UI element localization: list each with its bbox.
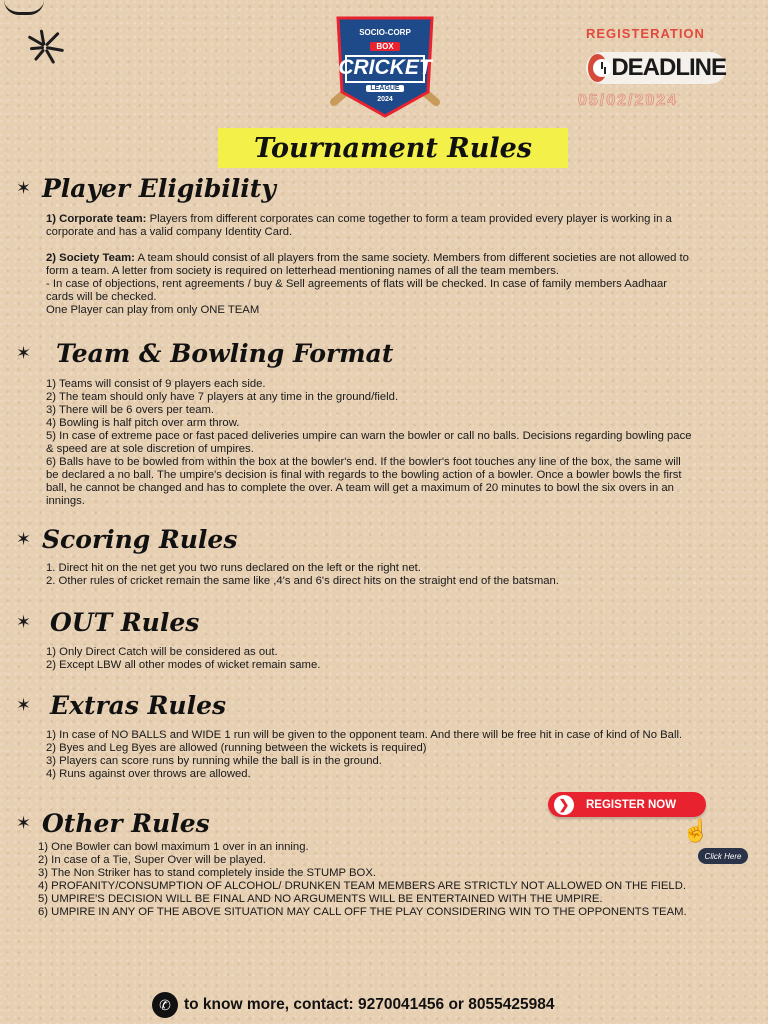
section-title: Extras Rules [50, 691, 227, 720]
contact-footer [152, 992, 554, 1018]
deadline-label: DEADLINE [611, 54, 726, 81]
list-item: 1) In case of NO BALLS and WIDE 1 run will be given to the opponent team. And there will be free hit in case of kind of No Ball. [46, 729, 683, 741]
list-item: 6) UMPIRE IN ANY OF THE ABOVE SITUATION MAY CALL OFF THE PLAY CONSIDERING WIN TO THE OPPONENTS TEAM. [38, 906, 687, 918]
list-item: 2) Except LBW all other modes of wicket remain same. [46, 659, 321, 671]
list-item: 2) In case of a Tie, Super Over will be played. [38, 854, 266, 866]
section-title: Team & Bowling Format [56, 339, 394, 368]
eligibility-objections: - In case of objections, rent agreements / buy & Sell agreements of flats will be checked. In case of family members Aadhaar cards will be checked. [46, 278, 668, 303]
registration-label: REGISTERATION [586, 26, 705, 41]
list-item: 5) In case of extreme pace or fast paced deliveries umpire can warn the bowler or call no balls. Decisions regarding bowling pace & speed are at sole discretion of umpires. [46, 430, 692, 455]
section-out-body [46, 646, 696, 672]
rule-text: A team should consist of all players from the same society. Members from different societies are not allowed to form a team. A letter from society is required on letterhead mentioning names of all the team members. [46, 252, 689, 277]
list-item: 1) Only Direct Catch will be considered as out. [46, 646, 278, 658]
star-icon: ✶ [16, 178, 32, 198]
star-icon: ✶ [16, 343, 32, 363]
list-item: 2) Byes and Leg Byes are allowed (running between the wickets is required) [46, 742, 427, 754]
list-item: 6) Balls have to be bowled from within the box at the bowler's end. If the bowler's foot touches any line of the box, the same will be declared a no ball. The umpire's decision is final with regards to the bowling action of a bowler. Once a bowler bowls the first ball, he cannot be changed and has to complete the over. A team will get a maximum of 20 minutes to bowl the six overs in an innings. [46, 456, 682, 507]
deadline-date: 05/02/2024 [578, 92, 679, 109]
list-item: 2) The team should only have 7 players at any time in the ground/field. [46, 391, 399, 403]
section-team-format-heading [16, 339, 393, 368]
logo-top-text: SOCIO-CORP [359, 28, 411, 37]
section-title: Scoring Rules [42, 525, 238, 554]
list-item: 1) Teams will consist of 9 players each side. [46, 378, 266, 390]
register-now-button[interactable] [548, 792, 706, 817]
page-title-banner [218, 128, 568, 168]
star-icon: ✶ [16, 695, 32, 715]
section-scoring-heading [16, 525, 237, 554]
section-title: Other Rules [42, 809, 210, 838]
section-extras-heading [16, 691, 226, 720]
eligibility-one-team: One Player can play from only ONE TEAM [46, 304, 260, 316]
list-item: 1. Direct hit on the net get you two runs declared on the left or the right net. [46, 562, 421, 574]
eligibility-corporate [46, 213, 696, 239]
rule-label: 1) Corporate team: [46, 213, 147, 225]
list-item: 2. Other rules of cricket remain the same like ,4's and 6's direct hits on the straight end of the batsman. [46, 575, 559, 587]
deadline-badge [586, 52, 726, 84]
section-extras-body [46, 729, 696, 781]
section-title: OUT Rules [50, 608, 200, 637]
section-eligibility-heading [16, 174, 276, 203]
list-item: 4) Bowling is half pitch over arm throw. [46, 417, 240, 429]
list-item: 3) Players can score runs by running while the ball is in the ground. [46, 755, 382, 767]
rule-text: Players from different corporates can come together to form a team provided every player is working in a corporate and has a valid company Identity Card. [46, 213, 672, 238]
list-item: 1) One Bowler can bowl maximum 1 over in an inning. [38, 841, 309, 853]
section-scoring-body [46, 562, 696, 588]
logo-cricket-text: CRICKET [338, 56, 432, 79]
page-title: Tournament Rules [254, 132, 532, 164]
section-eligibility-body [46, 213, 696, 317]
clock-icon [588, 54, 607, 82]
section-title: Player Eligibility [42, 174, 276, 203]
chevron-right-icon: ❯ [554, 795, 574, 815]
list-item: 4) Runs against over throws are allowed. [46, 768, 251, 780]
pointing-hand-icon: ☝ [682, 818, 710, 843]
register-button-label: REGISTER NOW [586, 798, 677, 811]
star-icon: ✶ [16, 813, 32, 833]
click-here-badge[interactable]: Click Here [698, 848, 748, 864]
list-item: 4) PROFANITY/CONSUMPTION OF ALCOHOL/ DRUNKEN TEAM MEMBERS ARE STRICTLY NOT ALLOWED ON THE FIELD. [38, 880, 687, 892]
decorative-swoosh [4, 0, 44, 15]
logo-box-text: BOX [370, 42, 400, 51]
contact-text: to know more, contact: 9270041456 or 8055425984 [184, 996, 555, 1013]
rule-label: 2) Society Team: [46, 252, 135, 264]
league-logo [316, 12, 454, 120]
list-item: 3) The Non Striker has to stand completely inside the STUMP BOX. [38, 867, 377, 879]
section-out-heading [16, 608, 199, 637]
decorative-burst [30, 30, 80, 80]
star-icon: ✶ [16, 529, 32, 549]
section-other-body [38, 841, 688, 919]
list-item: 5) UMPIRE'S DECISION WILL BE FINAL AND NO ARGUMENTS WILL BE ENTERTAINED WITH THE UMPIRE. [38, 893, 603, 905]
eligibility-society [46, 252, 696, 278]
logo-year-text: 2024 [377, 96, 393, 103]
phone-icon: ✆ [152, 992, 178, 1018]
section-other-heading [16, 809, 210, 838]
section-team-format-body [46, 378, 696, 508]
list-item: 3) There will be 6 overs per team. [46, 404, 215, 416]
star-icon: ✶ [16, 612, 32, 632]
logo-league-text: LEAGUE [366, 85, 404, 92]
